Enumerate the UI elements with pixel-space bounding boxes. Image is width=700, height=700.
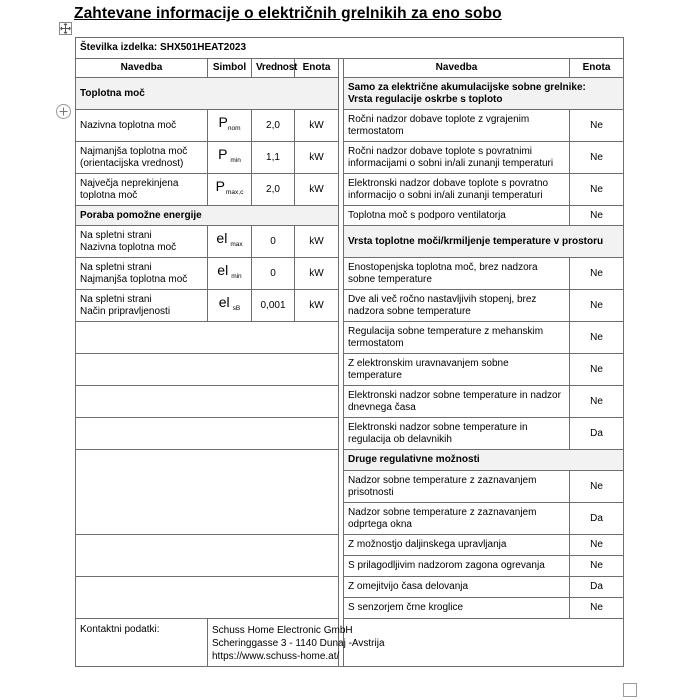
table-row [76, 78, 624, 110]
symbol-cell [208, 258, 252, 290]
value-cell: 0,001 [252, 290, 295, 322]
contact-label: Kontaktni podatki: [76, 619, 208, 667]
other-row-unit: Ne [570, 471, 624, 503]
type-row-label [344, 418, 570, 450]
header-enota-right: Enota [570, 59, 624, 78]
table-row [76, 418, 624, 450]
table-row [76, 174, 624, 206]
label-line1: Nadzor sobne temperature z zaznavanjem [348, 474, 537, 486]
product-number-row [76, 38, 624, 59]
other-row-unit: Da [570, 503, 624, 535]
header-vrednost: Vrednost [252, 59, 295, 78]
label-line1: Regulacija sobne temperature z mehanskim [348, 325, 544, 337]
section-heat-type: Vrsta toplotne moči/krmiljenje temperature v prostoru [344, 226, 624, 258]
label-line1: Ročni nadzor dobave toplote s povratnimi [348, 145, 532, 157]
label-line1: Na spletni strani [80, 229, 152, 241]
label-line2: (orientacijska vrednost) [80, 157, 184, 169]
label-line2: informacijo o sobni in/ali zunanji temperaturi [348, 189, 543, 201]
contact-row [76, 619, 624, 667]
label-line1: Na spletni strani [80, 261, 152, 273]
unit-cell: kW [295, 226, 339, 258]
symbol-cell [208, 226, 252, 258]
symbol-cell [208, 110, 252, 142]
header-navedba: Navedba [76, 59, 208, 78]
empty-left-cell [76, 418, 339, 450]
table-row [76, 450, 624, 471]
contact-details [208, 619, 624, 667]
unit-cell: kW [295, 174, 339, 206]
label-line1: Najmanjša toplotna moč [80, 145, 188, 157]
label-line2: toplotna moč [80, 189, 138, 201]
label-line1: Dve ali več ročno nastavljivih stopenj, brez [348, 293, 537, 305]
storage-row-label [344, 110, 570, 142]
type-row-unit: Ne [570, 290, 624, 322]
table-header-row [76, 59, 624, 78]
label-line2: termostatom [348, 125, 404, 137]
symbol-subscript: min [231, 273, 242, 280]
label-line2: sobne temperature [348, 273, 432, 285]
storage-row-unit: Ne [570, 110, 624, 142]
type-row-unit: Ne [570, 258, 624, 290]
other-row-label [344, 471, 570, 503]
label-line2: dnevnega časa [348, 401, 416, 413]
type-row-label [344, 322, 570, 354]
insert-row-plus-icon[interactable] [56, 104, 71, 119]
empty-left-cell [76, 450, 339, 535]
other-row-unit: Ne [570, 598, 624, 619]
label-line1: Elektronski nadzor sobne temperature in nadzor [348, 389, 561, 401]
symbol-subscript: nom [227, 125, 241, 132]
aux-row-label [76, 226, 208, 258]
table-row [76, 258, 624, 290]
symbol: el [217, 262, 229, 278]
label-line1: Elektronski nadzor dobave toplote s povratno [348, 177, 549, 189]
symbol-cell [208, 290, 252, 322]
symbol-subscript: max [230, 241, 243, 248]
other-row-label: Z omejitvijo časa delovanja [344, 577, 570, 598]
table-row [76, 206, 624, 226]
other-row-unit: Ne [570, 535, 624, 556]
symbol-cell [208, 174, 252, 206]
type-row-label [344, 386, 570, 418]
label-line1: Enostopenjska toplotna moč, brez nadzora [348, 261, 538, 273]
label-line2: nadzora sobne temperature [348, 305, 471, 317]
other-row-label: S prilagodljivim nadzorom zagona ogrevanja [344, 556, 570, 577]
storage-row-label [344, 142, 570, 174]
section-storage-heaters [344, 78, 624, 110]
label-line2: regulacija ob delavnikih [348, 433, 452, 445]
heat-row-label [76, 174, 208, 206]
label-line1: Z elektronskim uravnavanjem sobne [348, 357, 509, 369]
other-row-label: S senzorjem črne kroglice [344, 598, 570, 619]
unit-cell: kW [295, 110, 339, 142]
empty-left-cell [76, 322, 339, 354]
other-row-label [344, 503, 570, 535]
label-line2: Način pripravljenosti [80, 305, 171, 317]
header-enota: Enota [295, 59, 339, 78]
table-row [76, 142, 624, 174]
label-line1: Nazivna toplotna moč [80, 119, 177, 131]
table-row [76, 226, 624, 258]
table-row [76, 535, 624, 556]
symbol-subscript: min [230, 157, 241, 164]
type-row-label [344, 354, 570, 386]
table-row [76, 110, 624, 142]
symbol-subscript: max,c [226, 189, 244, 196]
product-info-table [75, 37, 624, 667]
document-title: Zahtevane informacije o električnih grelnikih za eno sobo [74, 5, 502, 22]
other-row-unit: Da [570, 577, 624, 598]
symbol: P [218, 146, 228, 162]
table-move-handle-icon[interactable] [59, 22, 72, 35]
storage-row-unit: Ne [570, 174, 624, 206]
section-storage-line2: Vrsta regulacije oskrbe s toploto [348, 93, 503, 105]
label-line1: Nadzor sobne temperature z zaznavanjem [348, 506, 537, 518]
contact-address: Scheringgasse 3 - 1140 Dunaj -Avstrija [212, 638, 385, 649]
type-row-unit: Ne [570, 386, 624, 418]
storage-row-unit: Ne [570, 206, 624, 226]
aux-row-label [76, 258, 208, 290]
table-row [76, 386, 624, 418]
empty-left-cell [76, 535, 339, 577]
aux-row-label [76, 290, 208, 322]
storage-row-label [344, 174, 570, 206]
type-row-unit: Da [570, 418, 624, 450]
empty-left-cell [76, 386, 339, 418]
heat-row-label [76, 110, 208, 142]
heat-row-label [76, 142, 208, 174]
contact-website: https://www.schuss-home.at/ [212, 651, 340, 662]
table-row [76, 577, 624, 598]
section-poraba: Poraba pomožne energije [76, 206, 339, 226]
label-line2: termostatom [348, 337, 404, 349]
label-line1: Elektronski nadzor sobne temperature in [348, 421, 528, 433]
table-resize-handle-icon[interactable] [623, 683, 637, 697]
symbol: el [218, 294, 230, 310]
label-line2: Najmanjša toplotna moč [80, 273, 188, 285]
section-other-options: Druge regulativne možnosti [344, 450, 624, 471]
label-line1: Največja neprekinjena [80, 177, 179, 189]
value-cell: 2,0 [252, 174, 295, 206]
value-cell: 0 [252, 258, 295, 290]
header-navedba-right: Navedba [344, 59, 570, 78]
table-row [76, 354, 624, 386]
table-row [76, 322, 624, 354]
label-line2: prisotnosti [348, 486, 394, 498]
empty-left-cell [76, 354, 339, 386]
symbol-cell [208, 142, 252, 174]
symbol-subscript: sB [232, 305, 241, 312]
product-number-label: Številka izdelka: [80, 42, 158, 53]
type-row-unit: Ne [570, 322, 624, 354]
label-line2: Nazivna toplotna moč [80, 241, 177, 253]
unit-cell: kW [295, 290, 339, 322]
section-toplotna-moc: Toplotna moč [76, 78, 339, 110]
label-line1: Na spletni strani [80, 293, 152, 305]
contact-company: Schuss Home Electronic GmbH [212, 625, 353, 636]
symbol: P [215, 178, 225, 194]
label-line1: Toplotna moč s podporo ventilatorja [348, 209, 506, 221]
other-row-label: Z možnostjo daljinskega upravljanja [344, 535, 570, 556]
product-number-cell [76, 38, 624, 59]
section-storage-line1: Samo za električne akumulacijske sobne grelnike: [348, 81, 586, 93]
other-row-unit: Ne [570, 556, 624, 577]
type-row-label [344, 258, 570, 290]
value-cell: 2,0 [252, 110, 295, 142]
empty-left-cell [76, 577, 339, 619]
table-row [76, 290, 624, 322]
value-cell: 0 [252, 226, 295, 258]
header-simbol: Simbol [208, 59, 252, 78]
product-number-value: SHX501HEAT2023 [160, 42, 247, 53]
type-row-label [344, 290, 570, 322]
symbol: P [218, 114, 228, 130]
unit-cell: kW [295, 142, 339, 174]
unit-cell: kW [295, 258, 339, 290]
value-cell: 1,1 [252, 142, 295, 174]
storage-row-label [344, 206, 570, 226]
symbol: el [216, 230, 228, 246]
label-line2: odprtega okna [348, 518, 412, 530]
label-line2: temperature [348, 369, 402, 381]
label-line1: Ročni nadzor dobave toplote z vgrajenim [348, 113, 530, 125]
label-line2: informacijami o sobni in/ali zunanji temperaturi [348, 157, 554, 169]
storage-row-unit: Ne [570, 142, 624, 174]
type-row-unit: Ne [570, 354, 624, 386]
